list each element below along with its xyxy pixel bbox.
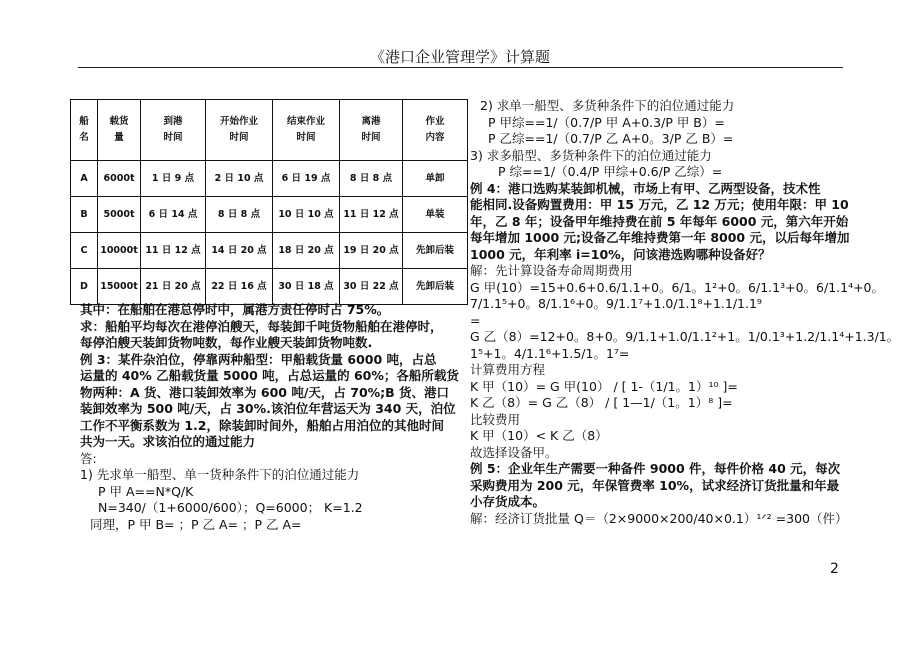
text-line: 共为一天。求该泊位的通过能力 — [80, 434, 256, 449]
text-line: 答: — [80, 450, 97, 466]
text-line: 3) 求多船型、多货种条件下的泊位通过能力 — [470, 147, 712, 163]
text-line: 解：先计算设备寿命周期费用 — [470, 263, 633, 278]
text-line: 小存货成本。 — [470, 494, 546, 509]
cell: C — [71, 233, 98, 269]
cell: 5000t — [98, 197, 141, 233]
cell: 10000t — [98, 233, 141, 269]
text-line: 1000 元，年利率 i=10%，问该港选购哪种设备好？ — [470, 246, 771, 262]
text-line: 7/1.1⁵+0。8/1.1⁶+0。9/1.1⁷+1.0/1.1⁸+1.1/1.1⁹ — [470, 296, 762, 311]
cell: 单卸 — [403, 161, 468, 197]
text-line: K 甲（10）= G 甲(10） / [ 1-（1/1。1）¹⁰ ]= — [470, 378, 738, 394]
cell: B — [71, 197, 98, 233]
text-line: 装卸效率为 500 吨/天，占 30%.该泊位年营运天为 340 天，泊位 — [80, 401, 456, 416]
cell: 6 日 19 点 — [273, 161, 340, 197]
text-line: P 甲 A==N*Q/K — [98, 483, 194, 499]
text-line: G 甲(10）=15+0.6+0.6/1.1+0。6/1。1²+0。6/1.1³+0。6/1.1⁴+0。 — [470, 279, 885, 295]
text-line: K 甲（10）< K 乙（8） — [470, 428, 608, 443]
col-header-cargo: 载货 量 — [98, 100, 141, 161]
cell: 18 日 20 点 — [273, 233, 340, 269]
text-line: 运量的 40% 乙船载货量 5000 吨，占总运量的 60%；各船所载货 — [80, 368, 459, 383]
text-line: K 乙（8）= G 乙（8） / [ 1—1/（1。1）⁸ ]= — [470, 395, 733, 410]
text-line: 例 3：某件杂泊位，停靠两种船型：甲船载货量 6000 吨，占总 — [80, 351, 437, 367]
cell: 1 日 9 点 — [141, 161, 206, 197]
cell: 30 日 22 点 — [340, 269, 403, 305]
text-line: 其中：在船舶在港总停时中，属港方责任停时占 75%。 — [80, 302, 390, 317]
text-line: 2) 求单一船型、多货种条件下的泊位通过能力 — [480, 98, 735, 113]
col-header-start: 开始作业 时间 — [206, 100, 273, 161]
col-header-end: 结束作业 时间 — [273, 100, 340, 161]
cell: 6000t — [98, 161, 141, 197]
cell: D — [71, 269, 98, 305]
cell: 30 日 18 点 — [273, 269, 340, 305]
cell: 11 日 12 点 — [340, 197, 403, 233]
right-column-text — [470, 98, 899, 527]
table-header-row — [71, 100, 468, 161]
text-line: 每年增加 1000 元;设备乙年维持费第一年 8000 元，以后每年增加 — [470, 230, 850, 245]
text-line: 能相同.设备购置费用：甲 15 万元，乙 12 万元；使用年限：甲 10 — [470, 197, 849, 212]
ship-table — [70, 99, 468, 305]
text-line: 物两种：A 货、港口装卸效率为 600 吨/天，占 70%;B 货、港口 — [80, 384, 450, 400]
cell: 10 日 10 点 — [273, 197, 340, 233]
text-line: 故选择设备甲。 — [470, 444, 558, 460]
text-line: P 甲综==1/（0.7/P 甲 A+0.3/P 甲 B）= — [488, 114, 725, 130]
text-line: P 乙综==1/（0.7/P 乙 A+0。3/P 乙 B）= — [488, 131, 734, 146]
text-line: 例 5：企业年生产需要一种备件 9000 件，每件价格 40 元，每次 — [470, 461, 841, 476]
table-row — [71, 197, 468, 233]
text-line: 例 4：港口选购某装卸机械，市场上有甲、乙两型设备，技术性 — [470, 180, 821, 196]
text-line: 同理，P 甲 B= ；P 乙 A= ；P 乙 A= — [90, 516, 302, 532]
text-line: P 综==1/（0.4/P 甲综+0.6/P 乙综）= — [498, 164, 723, 179]
text-line: 年，乙 8 年；设备甲年维持费在前 5 年每年 6000 元，第六年开始 — [470, 213, 849, 229]
cell: 8 日 8 点 — [340, 161, 403, 197]
col-header-operation: 作业 内容 — [403, 100, 468, 161]
cell: 6 日 14 点 — [141, 197, 206, 233]
cell: 8 日 8 点 — [206, 197, 273, 233]
cell: 11 日 12 点 — [141, 233, 206, 269]
cell: 15000t — [98, 269, 141, 305]
text-line: 采购费用为 200 元，年保管费率 10%，试求经济订货批量和年最 — [470, 477, 840, 493]
table-row — [71, 161, 468, 197]
text-line: 比较费用 — [470, 411, 521, 427]
cell: 14 日 20 点 — [206, 233, 273, 269]
cell: 22 日 16 点 — [206, 269, 273, 305]
text-line: 1⁵+1。4/1.1⁶+1.5/1。1⁷= — [470, 345, 630, 361]
cell: A — [71, 161, 98, 197]
col-header-depart: 离港 时间 — [340, 100, 403, 161]
text-line: 1) 先求单一船型、单一货种条件下的泊位通过能力 — [80, 467, 360, 482]
text-line: 求：船舶平均每次在港停泊艘天，每装卸千吨货物船舶在港停时， — [80, 318, 443, 334]
cell: 先卸后装 — [403, 269, 468, 305]
cell: 单装 — [403, 197, 468, 233]
text-line: 每停泊艘天装卸货物吨数，每作业艘天装卸货物吨数. — [80, 335, 373, 350]
text-line: G 乙（8）=12+0。8+0。9/1.1+1.0/1.1²+1。1/0.1³+1.2/1.1⁴+1.3/1。 — [470, 329, 900, 344]
text-line: N=340/（1+6000/600）；Q=6000； K=1.2 — [98, 500, 363, 515]
cell: 2 日 10 点 — [206, 161, 273, 197]
cell: 19 日 20 点 — [340, 233, 403, 269]
header-rule — [78, 67, 843, 68]
text-line: = — [470, 312, 481, 328]
left-column-text — [80, 302, 459, 533]
text-line: 解：经济订货批量 Q＝（2×9000×200/40×0.1）¹ᐟ² =300（件） — [470, 510, 848, 526]
text-line: 计算费用方程 — [470, 362, 546, 377]
page-number: 2 — [830, 561, 839, 577]
col-header-ship: 船 名 — [71, 100, 98, 161]
col-header-arrival: 到港 时间 — [141, 100, 206, 161]
table-row — [71, 269, 468, 305]
text-line: 工作不平衡系数为 1.2，除装卸时间外，船舶占用泊位的其他时间 — [80, 417, 444, 433]
cell: 21 日 20 点 — [141, 269, 206, 305]
cell: 先卸后装 — [403, 233, 468, 269]
table-row — [71, 233, 468, 269]
page-header-title: 《港口企业管理学》计算题 — [369, 48, 550, 66]
